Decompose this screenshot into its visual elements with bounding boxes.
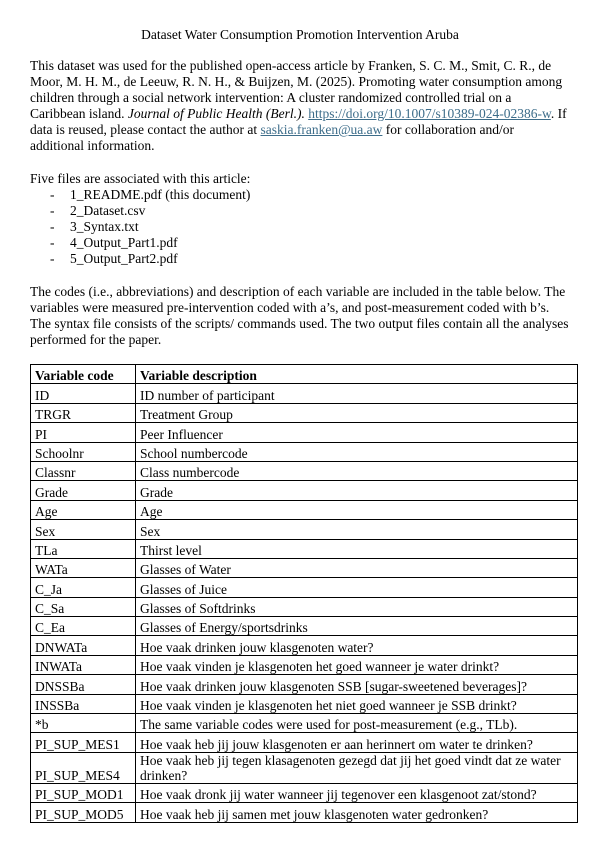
file-list-item <box>30 187 570 203</box>
variable-description-cell: Peer Influencer <box>136 423 578 442</box>
variable-code-cell: INSSBa <box>31 694 136 713</box>
variable-code-cell: DNSSBa <box>31 675 136 694</box>
variable-description-cell: Glasses of Juice <box>136 578 578 597</box>
variable-description-cell: Grade <box>136 481 578 500</box>
header-variable-code: Variable code <box>31 365 136 384</box>
intro-text-closing: for collaboration and/or additional information. <box>30 122 515 153</box>
file-name: 3_Syntax.txt <box>70 219 139 234</box>
variable-description-cell: Hoe vaak heb jij samen met jouw klasgenoten water gedronken? <box>136 803 578 822</box>
variable-description-cell: Thirst level <box>136 539 578 558</box>
table-row <box>31 597 578 616</box>
file-list-item <box>30 219 570 235</box>
email-link[interactable]: saskia.franken@ua.aw <box>260 122 383 137</box>
table-row <box>31 752 578 783</box>
variable-code-cell: Grade <box>31 481 136 500</box>
variable-code-cell: PI <box>31 423 136 442</box>
table-body <box>31 384 578 822</box>
bullet-dash: - <box>50 203 55 218</box>
table-row <box>31 714 578 733</box>
table-row <box>31 783 578 802</box>
intro-text: This dataset was used for the published open-access article by Franken, S. C. M., Smit, C. R., de Moor, M. H. M., de Leeuw, R. N. H., & Buijzen, M. (2025). Promoting water consumption among children through a social network intervention: A cluster randomized controlled trial on a Caribbean island. <box>30 58 563 121</box>
variable-code-cell: PI_SUP_MOD5 <box>31 803 136 822</box>
variable-code-cell: C_Ea <box>31 617 136 636</box>
variable-code-cell: *b <box>31 714 136 733</box>
variable-code-cell: INWATa <box>31 655 136 674</box>
table-row <box>31 500 578 519</box>
variable-code-cell: PI_SUP_MES4 <box>31 752 136 783</box>
table-row <box>31 442 578 461</box>
file-name: 5_Output_Part2.pdf <box>70 251 178 266</box>
variable-code-cell: Age <box>31 500 136 519</box>
variable-description-cell: School numbercode <box>136 442 578 461</box>
variable-code-cell: TRGR <box>31 403 136 422</box>
doi-link[interactable]: https://doi.org/10.1007/s10389-024-02386-w <box>308 106 551 121</box>
table-row <box>31 423 578 442</box>
variable-description-cell: Hoe vaak vinden je klasgenoten het niet goed wanneer je SSB drinkt? <box>136 694 578 713</box>
files-heading: Five files are associated with this article: <box>30 171 251 186</box>
intro-text-reuse: . If data is reused, please contact the author at <box>30 106 567 137</box>
table-row <box>31 481 578 500</box>
variable-code-cell: TLa <box>31 539 136 558</box>
variable-description-cell: Hoe vaak heb jij jouw klasgenoten er aan herinnert om water te drinken? <box>136 733 578 752</box>
file-list-item <box>30 235 570 251</box>
variables-table <box>30 364 578 823</box>
variable-description-cell: The same variable codes were used for post-measurement (e.g., TLb). <box>136 714 578 733</box>
variable-description-cell: Glasses of Water <box>136 558 578 577</box>
variable-description-cell: Treatment Group <box>136 403 578 422</box>
bullet-dash: - <box>50 219 55 234</box>
variable-description-cell: Hoe vaak heb jij tegen klasagenoten gezegd dat jij het goed vindt dat ze water drinken? <box>136 752 578 783</box>
variable-description-cell: Glasses of Energy/sportsdrinks <box>136 617 578 636</box>
variable-description-cell: Glasses of Softdrinks <box>136 597 578 616</box>
table-row <box>31 520 578 539</box>
file-name: 1_README.pdf (this document) <box>70 187 251 202</box>
variable-code-cell: Schoolnr <box>31 442 136 461</box>
variable-code-cell: C_Sa <box>31 597 136 616</box>
variable-code-cell: Sex <box>31 520 136 539</box>
variable-description-cell: Class numbercode <box>136 461 578 480</box>
files-list <box>30 187 570 267</box>
files-section <box>30 171 570 267</box>
variable-description-cell: Hoe vaak vinden je klasgenoten het goed wanneer je water drinkt? <box>136 655 578 674</box>
table-row <box>31 617 578 636</box>
header-variable-description: Variable description <box>136 365 578 384</box>
table-row <box>31 655 578 674</box>
variable-code-cell: DNWATa <box>31 636 136 655</box>
table-row <box>31 539 578 558</box>
table-row <box>31 733 578 752</box>
document-title: Dataset Water Consumption Promotion Intervention Aruba <box>141 27 459 42</box>
variable-description-cell: ID number of participant <box>136 384 578 403</box>
table-row <box>31 803 578 822</box>
table-row <box>31 461 578 480</box>
table-row <box>31 694 578 713</box>
file-list-item <box>30 203 570 219</box>
variable-code-cell: C_Ja <box>31 578 136 597</box>
codes-paragraph: The codes (i.e., abbreviations) and description of each variable are included in the table below. The variables were measured pre-intervention coded with a’s, and post-measurement coded with b’s. The syntax file consists of the scripts/ commands used. The two output files contain all the analyses performed for the paper. <box>30 284 569 347</box>
variable-description-cell: Age <box>136 500 578 519</box>
bullet-dash: - <box>50 251 55 266</box>
table-row <box>31 675 578 694</box>
variable-code-cell: PI_SUP_MOD1 <box>31 783 136 802</box>
table-header-row <box>31 365 578 384</box>
file-list-item <box>30 251 570 267</box>
table-row <box>31 578 578 597</box>
file-name: 2_Dataset.csv <box>70 203 146 218</box>
intro-paragraph <box>30 58 570 154</box>
table-row <box>31 384 578 403</box>
variable-description-cell: Hoe vaak dronk jij water wanneer jij tegenover een klasgenoot zat/stond? <box>136 783 578 802</box>
variable-code-cell: WATa <box>31 558 136 577</box>
table-row <box>31 636 578 655</box>
table-row <box>31 558 578 577</box>
variable-description-cell: Hoe vaak drinken jouw klasgenoten SSB [sugar-sweetened beverages]? <box>136 675 578 694</box>
variable-code-cell: ID <box>31 384 136 403</box>
bullet-dash: - <box>50 187 55 202</box>
variable-description-cell: Sex <box>136 520 578 539</box>
journal-name: Journal of Public Health (Berl.). <box>127 106 305 121</box>
variable-code-cell: PI_SUP_MES1 <box>31 733 136 752</box>
file-name: 4_Output_Part1.pdf <box>70 235 178 250</box>
bullet-dash: - <box>50 235 55 250</box>
variable-code-cell: Classnr <box>31 461 136 480</box>
variable-description-cell: Hoe vaak drinken jouw klasgenoten water? <box>136 636 578 655</box>
table-row <box>31 403 578 422</box>
